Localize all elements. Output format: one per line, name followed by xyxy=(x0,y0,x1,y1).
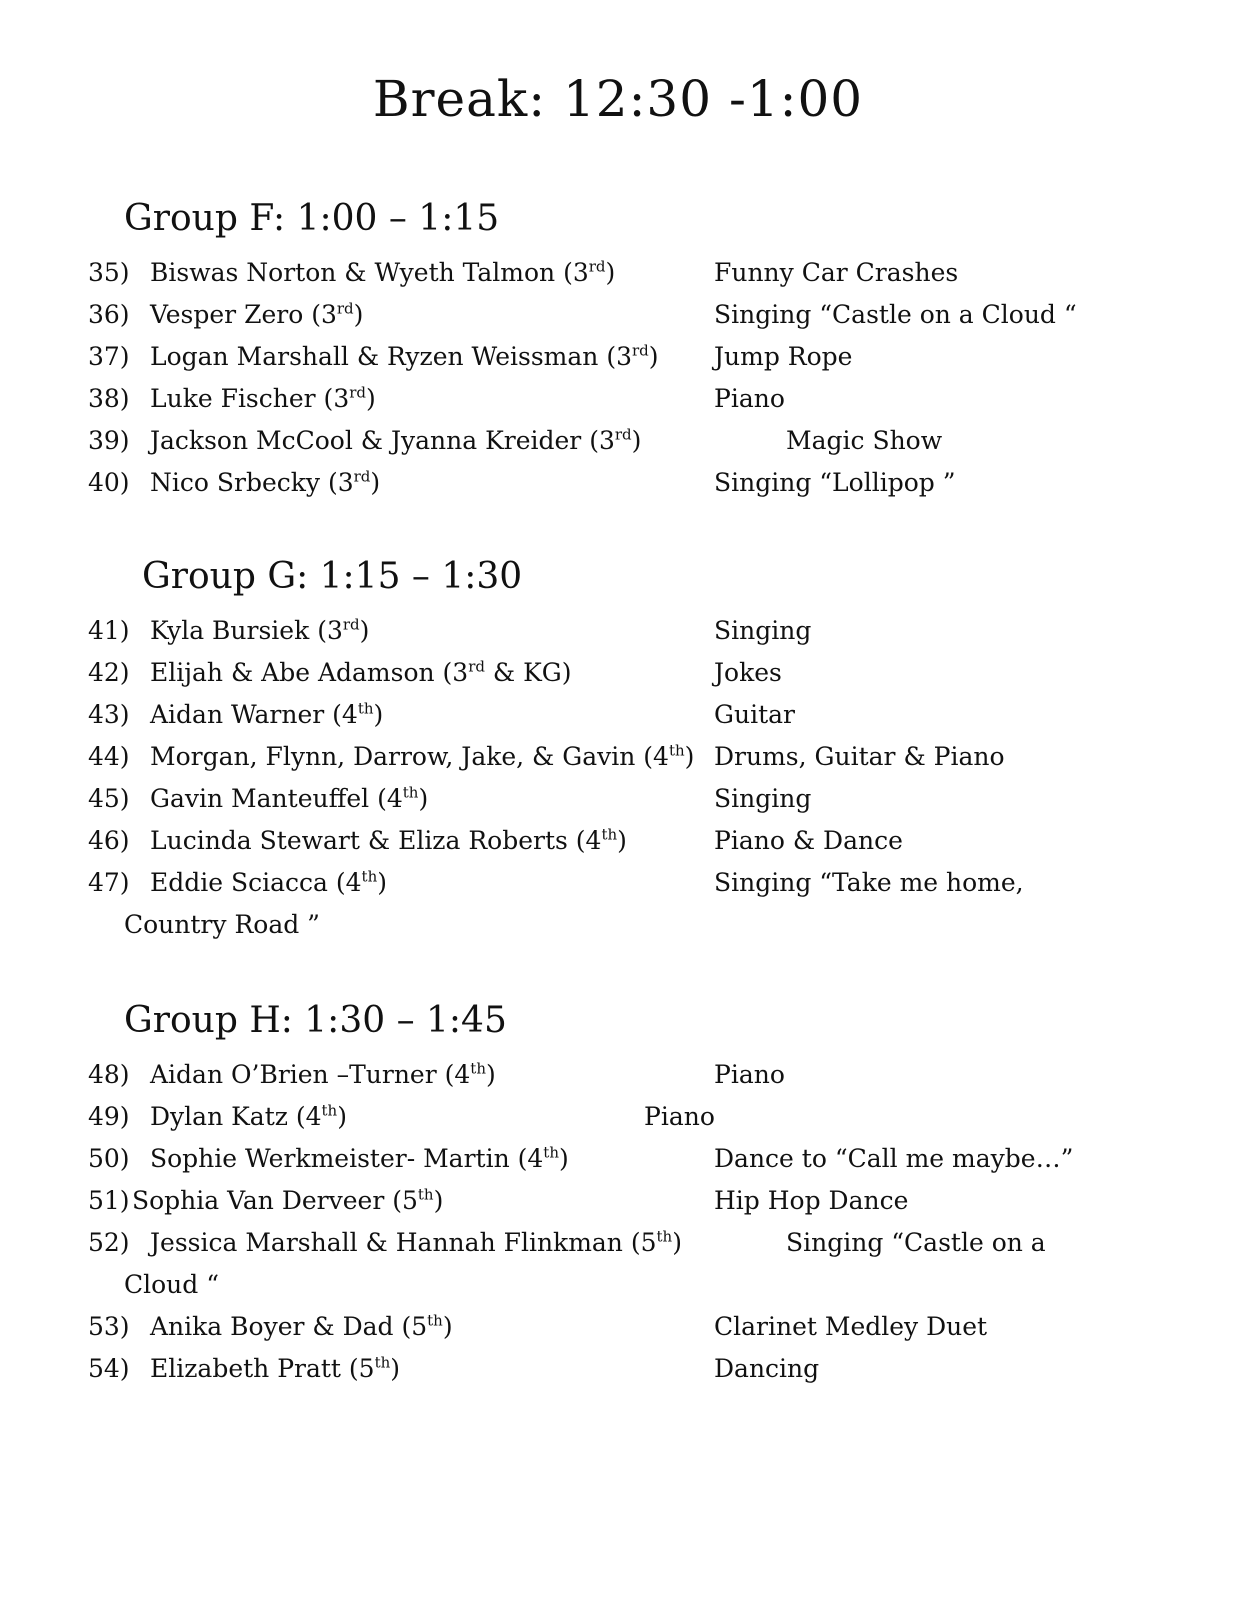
act-description: Magic Show xyxy=(786,426,943,455)
page-title: Break: 12:30 -1:00 xyxy=(372,70,864,128)
act-description-continued: Cloud “ xyxy=(124,1270,220,1299)
item-number: 41) xyxy=(88,616,130,645)
act-description: Singing “Lollipop ” xyxy=(714,468,956,497)
performer-name: Sophia Van Derveer (5th) xyxy=(132,1185,444,1215)
group-heading: Group G: 1:15 – 1:30 xyxy=(142,556,523,597)
list-item xyxy=(0,426,1236,468)
performer-name: Nico Srbecky (3rd) xyxy=(150,467,381,497)
act-description-continued: Country Road ” xyxy=(124,910,320,939)
item-number: 40) xyxy=(88,468,130,497)
item-number: 46) xyxy=(88,826,130,855)
performer-name: Elizabeth Pratt (5th) xyxy=(150,1353,401,1383)
act-description: Piano & Dance xyxy=(714,826,903,855)
item-number: 45) xyxy=(88,784,130,813)
performer-name: Aidan O’Brien –Turner (4th) xyxy=(150,1059,496,1089)
item-number: 36) xyxy=(88,300,130,329)
act-description: Piano xyxy=(644,1102,715,1131)
performer-name: Jessica Marshall & Hannah Flinkman (5th) xyxy=(150,1227,682,1257)
item-number: 42) xyxy=(88,658,130,687)
list-item xyxy=(0,1312,1236,1354)
performer-name: Anika Boyer & Dad (5th) xyxy=(150,1311,453,1341)
group-heading: Group H: 1:30 – 1:45 xyxy=(124,1000,507,1041)
list-item xyxy=(0,384,1236,426)
item-number: 35) xyxy=(88,258,130,287)
item-number: 53) xyxy=(88,1312,130,1341)
item-number: 44) xyxy=(88,742,130,771)
performer-name: Sophie Werkmeister- Martin (4th) xyxy=(150,1143,569,1173)
act-description: Piano xyxy=(714,1060,785,1089)
list-item xyxy=(0,658,1236,700)
performer-name: Aidan Warner (4th) xyxy=(150,699,384,729)
act-description: Singing “Castle on a xyxy=(786,1228,1046,1257)
act-description: Singing xyxy=(714,784,812,813)
performer-name: Vesper Zero (3rd) xyxy=(150,299,364,329)
list-item xyxy=(0,258,1236,300)
act-description: Hip Hop Dance xyxy=(714,1186,909,1215)
list-item xyxy=(0,1186,1236,1228)
act-description: Dancing xyxy=(714,1354,820,1383)
performer-name: Gavin Manteuffel (4th) xyxy=(150,783,429,813)
item-number: 49) xyxy=(88,1102,130,1131)
list-item xyxy=(0,700,1236,742)
item-number: 43) xyxy=(88,700,130,729)
item-number: 39) xyxy=(88,426,130,455)
act-description: Clarinet Medley Duet xyxy=(714,1312,988,1341)
act-description: Drums, Guitar & Piano xyxy=(714,742,1005,771)
performer-name: Eddie Sciacca (4th) xyxy=(150,867,388,897)
list-item xyxy=(0,742,1236,784)
performer-name: Jackson McCool & Jyanna Kreider (3rd) xyxy=(150,425,642,455)
list-item xyxy=(0,300,1236,342)
item-number: 47) xyxy=(88,868,130,897)
act-description: Guitar xyxy=(714,700,795,729)
performer-name: Logan Marshall & Ryzen Weissman (3rd) xyxy=(150,341,659,371)
list-item xyxy=(0,826,1236,868)
list-item xyxy=(0,1060,1236,1102)
item-number: 52) xyxy=(88,1228,130,1257)
act-description: Dance to “Call me maybe…” xyxy=(714,1144,1074,1173)
act-description: Jump Rope xyxy=(714,342,853,371)
performer-name: Kyla Bursiek (3rd) xyxy=(150,615,370,645)
item-number: 37) xyxy=(88,342,130,371)
act-description: Singing “Castle on a Cloud “ xyxy=(714,300,1077,329)
act-description: Funny Car Crashes xyxy=(714,258,959,287)
act-description: Piano xyxy=(714,384,785,413)
list-item xyxy=(0,342,1236,384)
item-number: 54) xyxy=(88,1354,130,1383)
performer-name: Biswas Norton & Wyeth Talmon (3rd) xyxy=(150,257,616,287)
list-item xyxy=(0,616,1236,658)
item-number: 48) xyxy=(88,1060,130,1089)
performer-name: Dylan Katz (4th) xyxy=(150,1101,347,1131)
act-description: Singing xyxy=(714,616,812,645)
item-number: 50) xyxy=(88,1144,130,1173)
performer-name: Lucinda Stewart & Eliza Roberts (4th) xyxy=(150,825,627,855)
list-item xyxy=(0,784,1236,826)
list-item xyxy=(0,1354,1236,1396)
list-item xyxy=(0,468,1236,510)
performer-name: Morgan, Flynn, Darrow, Jake, & Gavin (4th) xyxy=(150,741,695,771)
list-item xyxy=(0,868,1236,910)
list-item xyxy=(0,1144,1236,1186)
act-description: Singing “Take me home, xyxy=(714,868,1024,897)
item-number: 51) xyxy=(88,1186,130,1215)
list-item xyxy=(0,1228,1236,1270)
performer-name: Luke Fischer (3rd) xyxy=(150,383,376,413)
performer-name: Elijah & Abe Adamson (3rd & KG) xyxy=(150,657,572,687)
list-item xyxy=(0,1102,1236,1144)
group-heading: Group F: 1:00 – 1:15 xyxy=(124,198,500,239)
item-number: 38) xyxy=(88,384,130,413)
act-description: Jokes xyxy=(714,658,782,687)
